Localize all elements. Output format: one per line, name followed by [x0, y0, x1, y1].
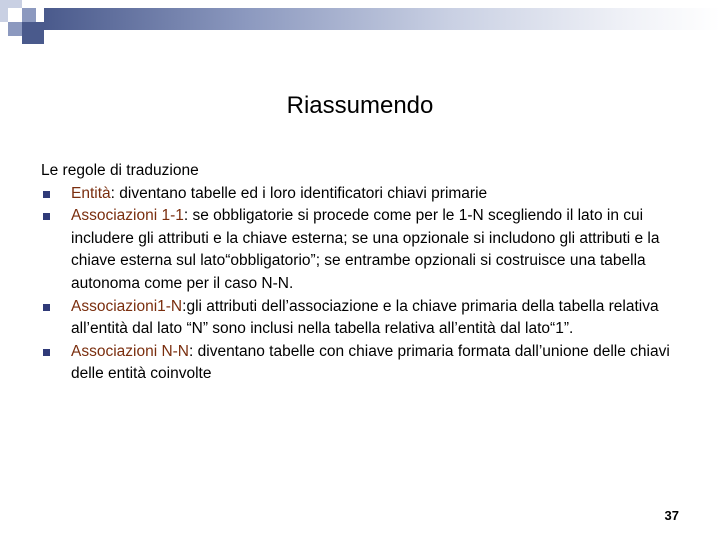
square-bullet-icon — [43, 304, 50, 311]
list-item — [41, 205, 681, 295]
square-bullet-icon — [43, 213, 50, 220]
page-number: 37 — [664, 508, 679, 523]
rule-text: : diventano tabelle ed i loro identificatori chiavi primarie — [110, 184, 488, 202]
list-item — [41, 341, 681, 386]
lead-text: Le regole di traduzione — [41, 162, 199, 179]
deco-square — [8, 22, 22, 36]
deco-gradient-bar — [44, 8, 720, 30]
deco-square — [22, 22, 44, 44]
list-item — [41, 296, 681, 341]
rule-term: Entità — [71, 184, 111, 202]
rule-text: : se obbligatorie si procede come per le 1-N scegliendo il lato in cui includere gli attributi e la chiave esterna; se una opzionale si includono gli attributi e la chiave esterna sul lato“obbligatorio”; se entrambe opzionali si costruisce una tabella autonoma come per il caso N-N. — [71, 207, 660, 292]
slide-title: Riassumendo — [286, 92, 434, 120]
list-item — [41, 183, 681, 206]
rule-term: Associazioni1-N — [71, 297, 183, 315]
deco-square — [8, 8, 22, 22]
rule-text: :gli attributi dell’associazione e la chiave primaria della tabella relativa all’entità dal lato “N” sono inclusi nella tabella relativa all’entità dal lato“1”. — [71, 297, 659, 338]
square-bullet-icon — [43, 349, 50, 356]
deco-square — [22, 8, 36, 22]
slide-content — [41, 160, 681, 386]
rule-text: : diventano tabelle con chiave primaria formata dall’unione delle chiavi delle entità coinvolte — [71, 342, 670, 383]
rules-list — [41, 183, 681, 386]
square-bullet-icon — [43, 191, 50, 198]
rule-term: Associazioni 1-1 — [71, 207, 184, 225]
rule-term: Associazioni N-N — [71, 342, 190, 360]
